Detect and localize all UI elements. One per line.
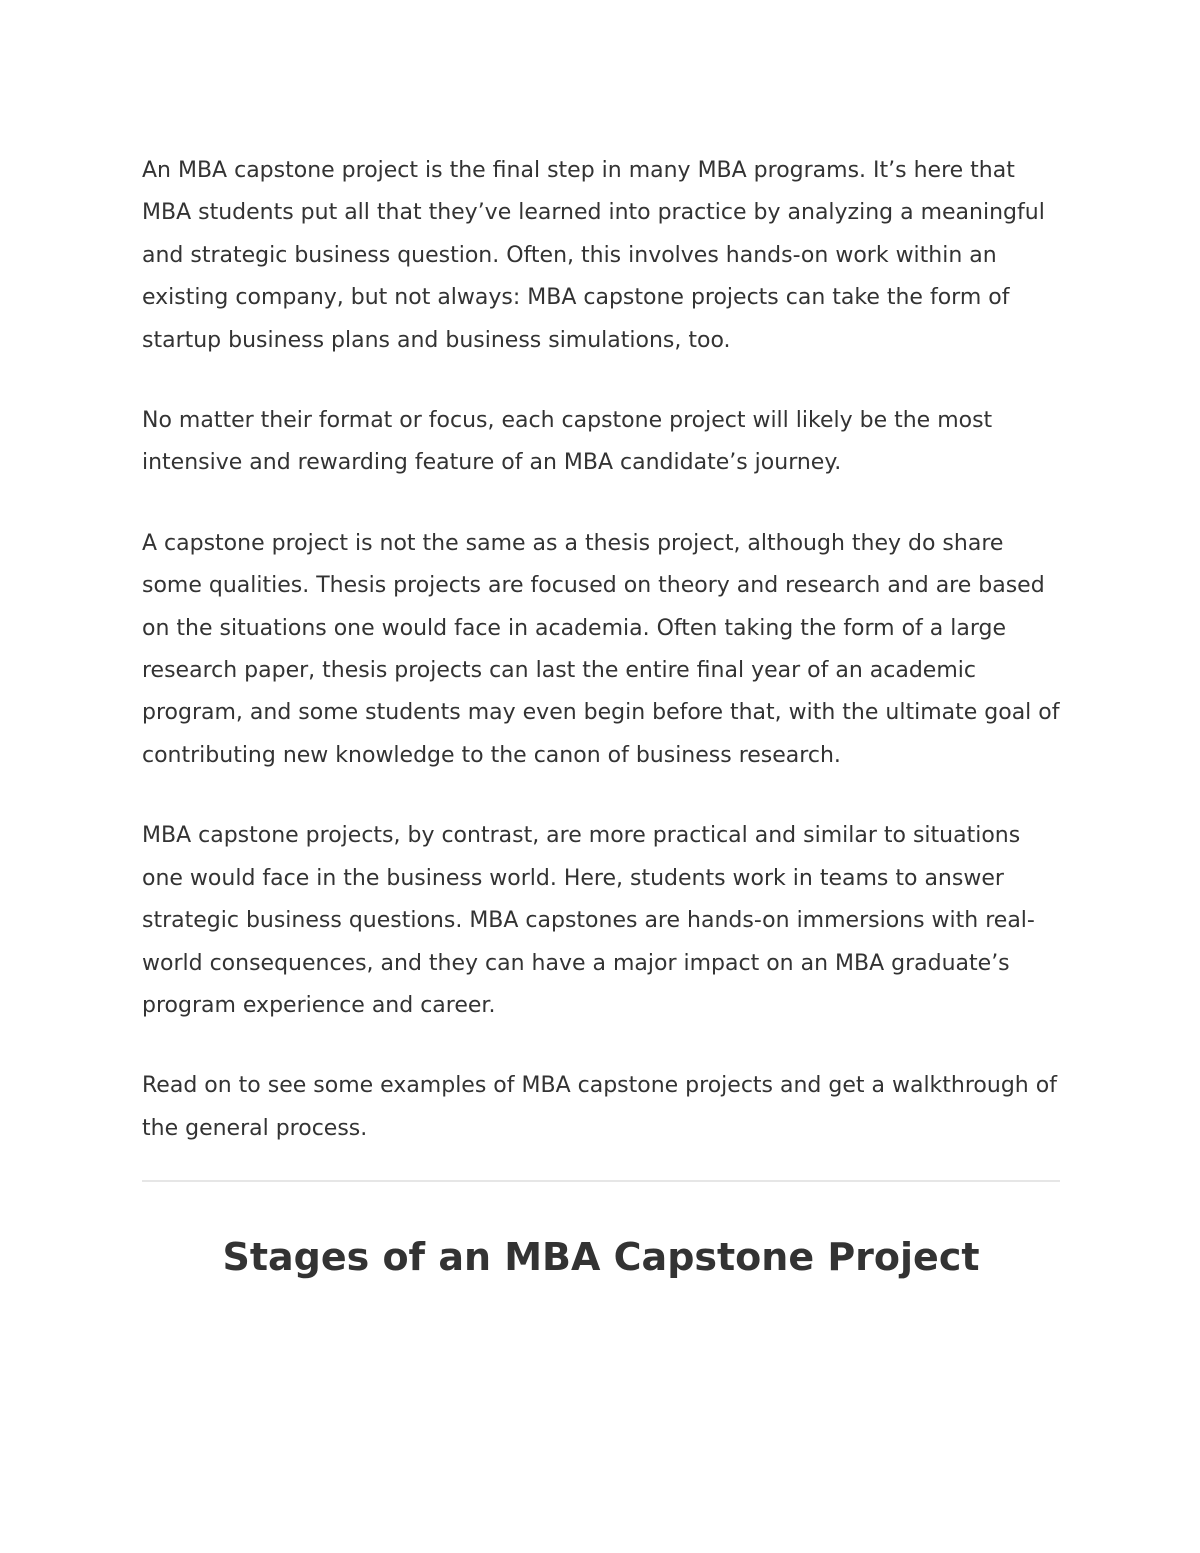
paragraph-capstone-practical: MBA capstone projects, by contrast, are more practical and similar to situations one would face in the business world. Here, students work in teams to answer strategic business questions. MBA capstones are hands-on immersions with real-world consequences, and they can have a major impact on an MBA graduate’s program experience and career. [142,823,1035,1018]
paragraph-thesis-comparison: A capstone project is not the same as a thesis project, although they do share some qualities. Thesis projects are focused on theory and research and are based on the situations one would face in academia. Often taking the form of a large research paper, thesis projects can last the entire final year of an academic program, and some students may even begin before that, with the ultimate goal of contributing new knowledge to the canon of business research. [142,530,1060,768]
paragraph-format-focus: No matter their format or focus, each capstone project will likely be the most intensive and rewarding feature of an MBA candidate’s journey. [142,408,993,476]
paragraph-read-on: Read on to see some examples of MBA capstone projects and get a walkthrough of the general process. [142,1073,1057,1141]
article-body [142,150,1060,1282]
section-heading: Stages of an MBA Capstone Project [222,1235,980,1280]
paragraph-intro: An MBA capstone project is the final step in many MBA programs. It’s here that MBA students put all that they’ve learned into practice by analyzing a meaningful and strategic business question. Often, this involves hands-on work within an existing company, but not always: MBA capstone projects can take the form of startup business plans and business simulations, too. [142,158,1045,353]
section-divider [142,1180,1060,1182]
